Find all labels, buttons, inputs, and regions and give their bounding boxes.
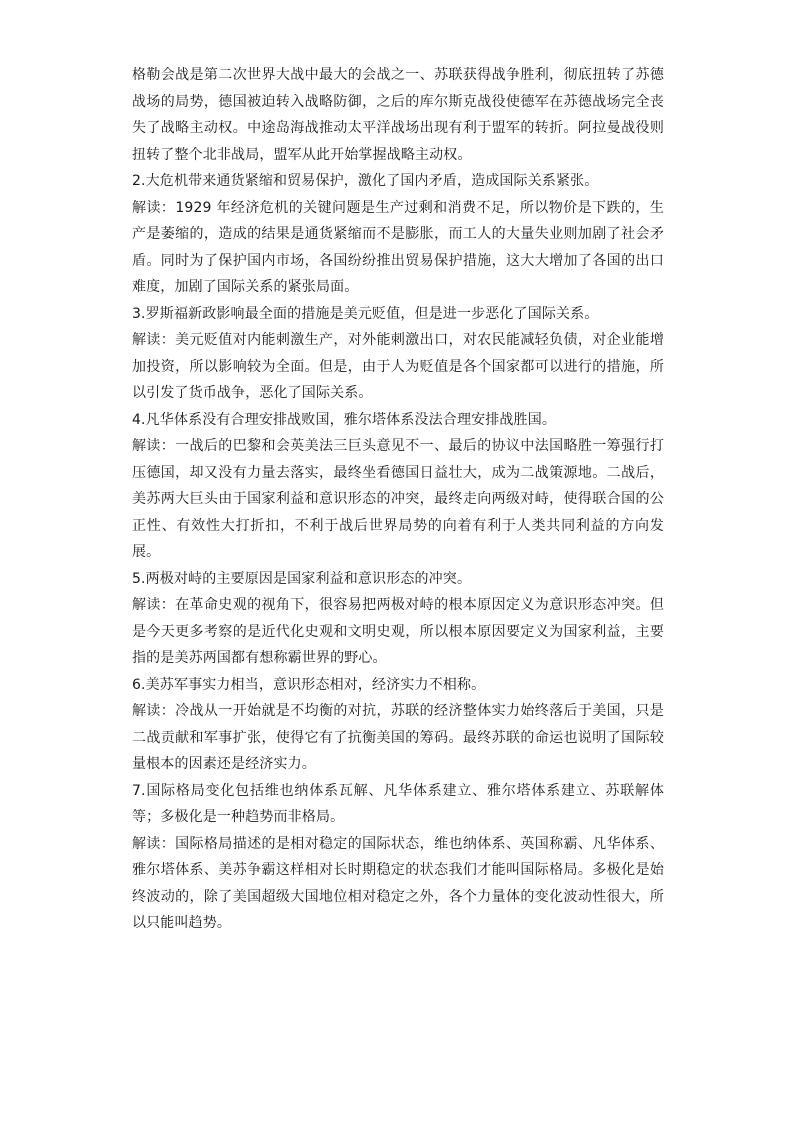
point-6-explanation: 解读：冷战从一开始就是不均衡的对抗，苏联的经济整体实力始终落后于美国，只是二战贡献和军事扩张，使得它有了抗衡美国的筹码。最终苏联的命运也说明了国际较量根本的因素还是经济实力。 (132, 703, 664, 772)
point-4-heading: 4.凡华体系没有合理安排战败国，雅尔塔体系没法合理安排战胜国。 (132, 411, 557, 428)
point-3-explanation: 解读：美元贬值对内能刺激生产，对外能刺激出口，对农民能减轻负债，对企业能增加投资，所以影响较为全面。但是，由于人为贬值是各个国家都可以进行的措施，所以引发了货币战争，恶化了国际关系。 (132, 332, 664, 401)
paragraph-continuation: 格勒会战是第二次世界大战中最大的会战之一、苏联获得战争胜利，彻底扭转了苏德战场的局势，德国被迫转入战略防御，之后的库尔斯克战役使德军在苏德战场完全丧失了战略主动权。中途岛海战推动太平洋战场出现有利于盟军的转折。阿拉曼战役则扭转了整个北非战局，盟军从此开始掌握战略主动权。 (132, 67, 664, 163)
point-7-explanation: 解读：国际格局描述的是相对稳定的国际状态，维也纳体系、英国称霸、凡华体系、雅尔塔体系、美苏争霸这样相对长时期稳定的状态我们才能叫国际格局。多极化是始终波动的，除了美国超级大国地位相对稳定之外，各个力量体的变化波动性很大，所以只能叫趋势。 (132, 835, 664, 931)
point-3-heading: 3.罗斯福新政影响最全面的措施是美元贬值，但是进一步恶化了国际关系。 (132, 305, 599, 322)
point-4-explanation: 解读：一战后的巴黎和会英美法三巨头意见不一、最后的协议中法国略胜一筹强行打压德国，却又没有力量去落实，最终坐看德国日益壮大，成为二战策源地。二战后，美苏两大巨头由于国家利益和意识形态的冲突，最终走向两级对峙，使得联合国的公正性、有效性大打折扣，不利于战后世界局势的向着有利于人类共同利益的方向发展。 (132, 438, 664, 560)
point-5-heading: 5.两极对峙的主要原因是国家利益和意识形态的冲突。 (132, 570, 472, 587)
point-7-heading: 7.国际格局变化包括维也纳体系瓦解、凡华体系建立、雅尔塔体系建立、苏联解体等；多极化是一种趋势而非格局。 (132, 782, 664, 825)
point-5-explanation: 解读：在革命史观的视角下，很容易把两极对峙的根本原因定义为意识形态冲突。但是今天更多考察的是近代化史观和文明史观，所以根本原因要定义为国家利益，主要指的是美苏两国都有想称霸世界的野心。 (132, 597, 664, 666)
document-page (132, 62, 664, 937)
point-6-heading: 6.美苏军事实力相当，意识形态相对，经济实力不相称。 (132, 676, 486, 693)
point-2-explanation: 解读：1929 年经济危机的关键问题是生产过剩和消费不足，所以物价是下跌的，生产是萎缩的，造成的结果是通货紧缩而不是膨胀，而工人的大量失业则加剧了社会矛盾。同时为了保护国内市场，各国纷纷推出贸易保护措施，这大大增加了各国的出口难度，加剧了国际关系的紧张局面。 (132, 199, 664, 295)
point-2-heading: 2.大危机带来通货紧缩和贸易保护，激化了国内矛盾，造成国际关系紧张。 (132, 173, 599, 189)
